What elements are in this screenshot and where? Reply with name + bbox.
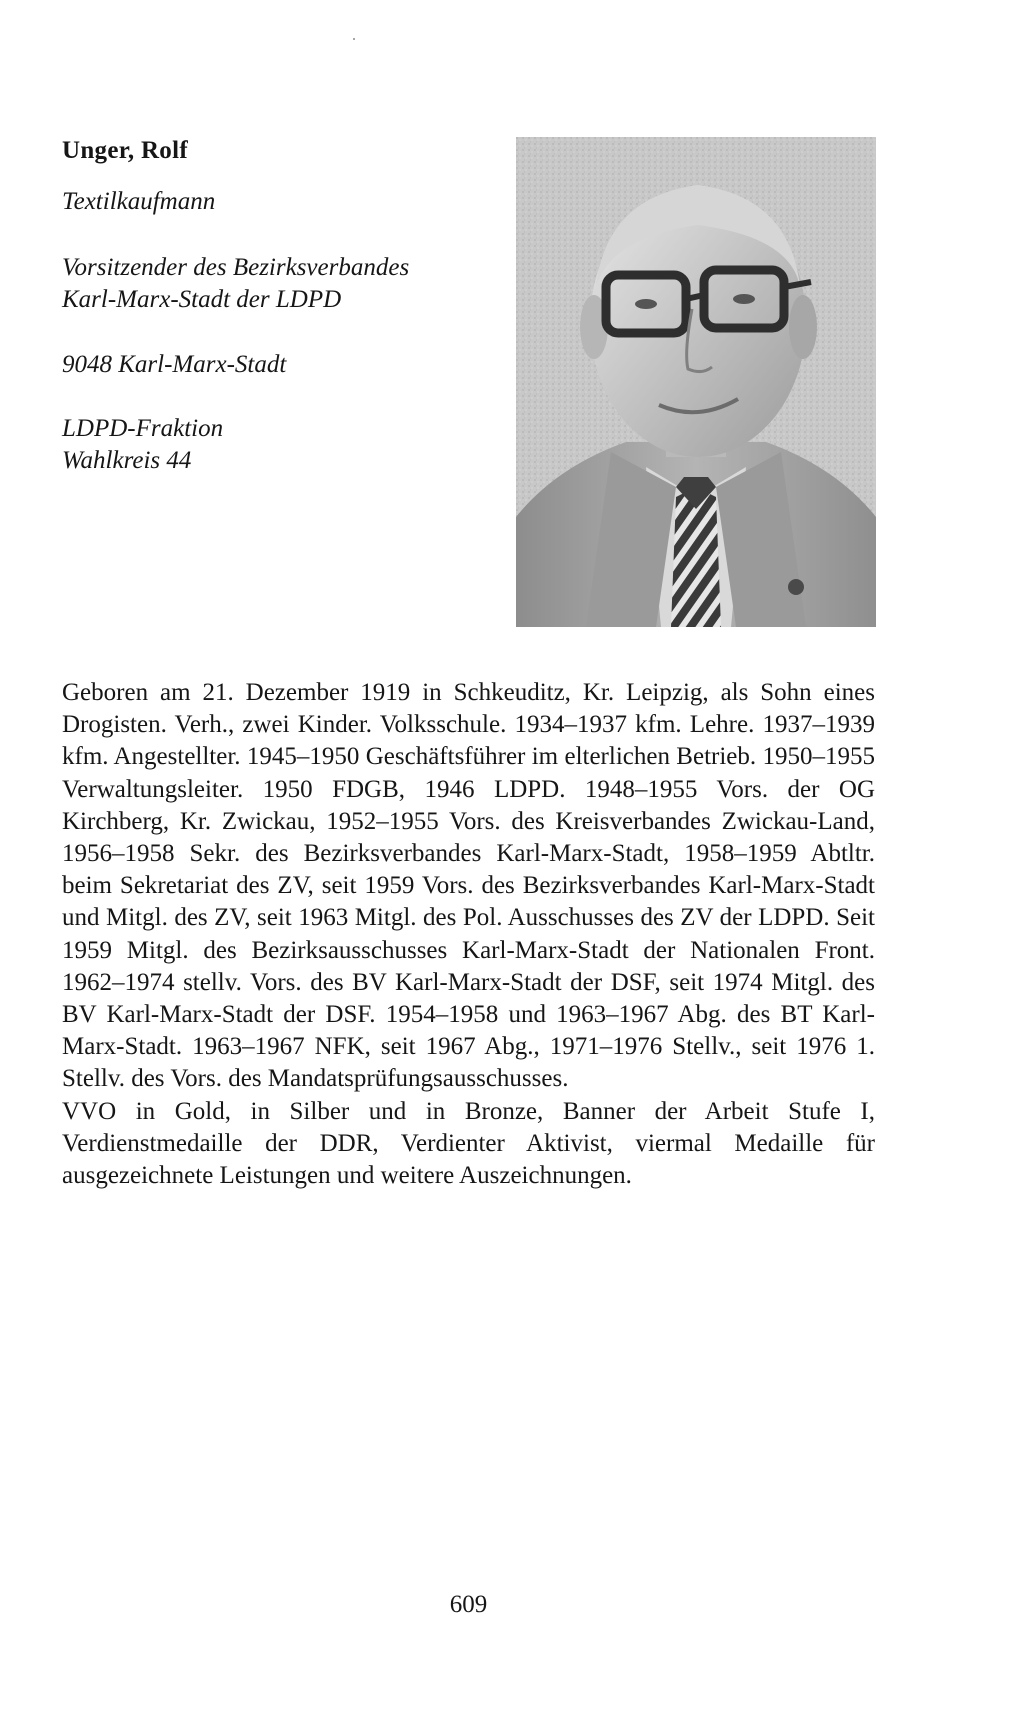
profession: Textilkaufmann	[62, 188, 216, 215]
constituency: Wahlkreis 44	[62, 447, 192, 474]
portrait-photo	[516, 137, 876, 627]
position-line-2: Karl-Marx-Stadt der LDPD	[62, 286, 342, 313]
address: 9048 Karl-Marx-Stadt	[62, 351, 287, 378]
page-number: 609	[449, 1591, 488, 1618]
position-block	[62, 252, 409, 316]
fraction: LDPD-Fraktion	[62, 415, 224, 442]
print-speck	[353, 38, 355, 40]
affiliation-block	[62, 413, 223, 477]
entry-name: Unger, Rolf	[62, 137, 188, 164]
position-line-1: Vorsitzender des Bezirksverbandes	[62, 254, 410, 281]
biography-text: Geboren am 21. Dezember 1919 in Schkeuditz, Kr. Leipzig, als Sohn eines Drogisten. Verh., zwei Kinder. Volksschule. 1934–1937 kfm. Lehre. 1937–1939 kfm. Angestellter. 1945–1950 Geschäftsführer im elterlichen Betrieb. 1950–1955 Verwaltungsleiter. 1950 FDGB, 1946 LDPD. 1948–1955 Vors. der OG Kirchberg, Kr. Zwickau, 1952–1955 Vors. des Kreisverbandes Zwickau-Land, 1956–1958 Sekr. des Bezirksverbandes Karl-Marx-Stadt, 1958–1959 Abtltr. beim Sekretariat des ZV, seit 1959 Vors. des Bezirksverbandes Karl-Marx-Stadt und Mitgl. des ZV, seit 1963 Mitgl. des Pol. Ausschusses des ZV der LDPD. Seit 1959 Mitgl. des Bezirksausschusses Karl-Marx-Stadt der Nationalen Front. 1962–1974 stellv. Vors. des BV Karl-Marx-Stadt der DSF, seit 1974 Mitgl. des BV Karl-Marx-Stadt der DSF. 1954–1958 und 1963–1967 Abg. des BT Karl-Marx-Stadt. 1963–1967 NFK, seit 1967 Abg., 1971–1976 Stellv., seit 1976 1. Stellv. des Vors. des Mandatsprüfungsausschusses.	[62, 679, 875, 1093]
awards-text: VVO in Gold, in Silber und in Bronze, Banner der Arbeit Stufe I, Verdienstmedaille der DDR, Verdienter Aktivist, viermal Medaille für ausgezeichnete Leistungen und weitere Auszeichnungen.	[62, 1097, 875, 1190]
biography	[62, 677, 875, 1192]
